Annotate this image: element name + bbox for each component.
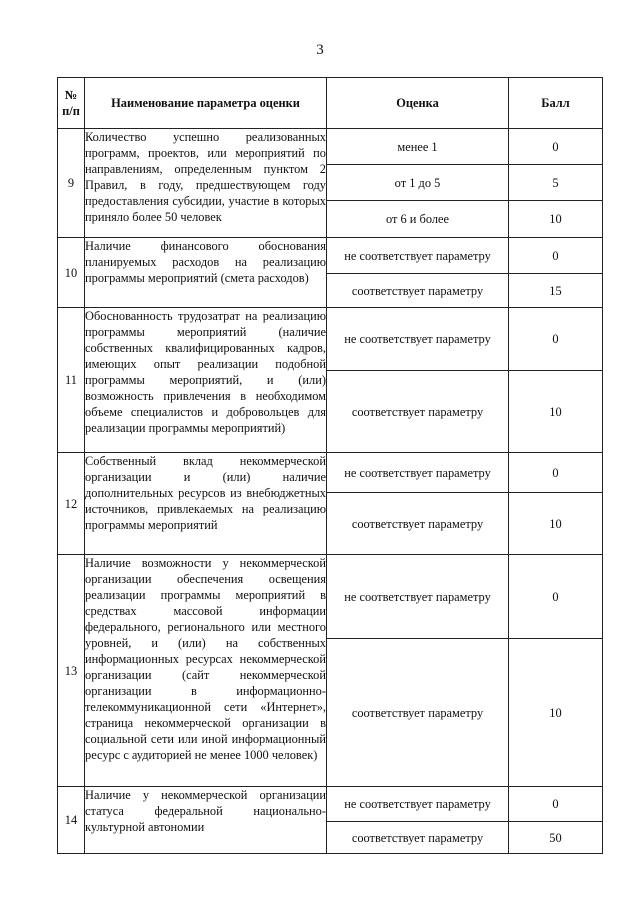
grade-cell: соответствует параметру xyxy=(327,493,509,555)
row-number: 12 xyxy=(58,453,85,555)
table-row xyxy=(58,453,603,493)
grade-cell: соответствует параметру xyxy=(327,274,509,308)
score-cell: 10 xyxy=(509,201,603,238)
grade-cell: от 1 до 5 xyxy=(327,165,509,201)
score-cell: 15 xyxy=(509,274,603,308)
score-cell: 10 xyxy=(509,371,603,453)
grade-cell: от 6 и более xyxy=(327,201,509,238)
score-cell: 0 xyxy=(509,308,603,371)
table-row xyxy=(58,308,603,371)
header-name: Наименование параметра оценки xyxy=(85,78,327,129)
grade-cell: не соответствует параметру xyxy=(327,238,509,274)
header-num xyxy=(58,78,85,129)
table-row xyxy=(58,129,603,165)
score-cell: 0 xyxy=(509,129,603,165)
page-number: 3 xyxy=(316,42,324,58)
parameter-name: Обоснованность трудозатрат на реализацию программы мероприятий (наличие собственных квалифицированных кадров, имеющих опыт реализации подобной программы мероприятий, и (или) возможность привлечения в необходимом объеме специалистов и добровольцев для реализации программы мероприятий) xyxy=(85,308,327,453)
score-cell: 10 xyxy=(509,493,603,555)
grade-cell: менее 1 xyxy=(327,129,509,165)
grade-cell: не соответствует параметру xyxy=(327,308,509,371)
table-row xyxy=(58,238,603,274)
score-cell: 5 xyxy=(509,165,603,201)
header-num-line1: № xyxy=(64,88,78,102)
parameter-name: Количество успешно реализованных программ, проектов, или мероприятий по направлениям, определенным пунктом 2 Правил, в году, предшествующем году предоставления субсидии, участие в которых приняло более 50 человек xyxy=(85,129,327,238)
table-row xyxy=(58,787,603,822)
row-number: 10 xyxy=(58,238,85,308)
header-num-line2: п/п xyxy=(62,104,80,118)
score-cell: 0 xyxy=(509,555,603,639)
grade-cell: не соответствует параметру xyxy=(327,787,509,822)
score-cell: 0 xyxy=(509,787,603,822)
table-row xyxy=(58,555,603,639)
parameter-name: Собственный вклад некоммерческой организации и (или) наличие дополнительных ресурсов из внебюджетных источников, привлекаемых на реализацию программы мероприятий xyxy=(85,453,327,555)
grade-cell: соответствует параметру xyxy=(327,371,509,453)
header-score: Балл xyxy=(509,78,603,129)
score-cell: 0 xyxy=(509,238,603,274)
score-cell: 0 xyxy=(509,453,603,493)
header-row xyxy=(58,78,603,129)
parameter-name: Наличие у некоммерческой организации статуса федеральной национально-культурной автономии xyxy=(85,787,327,854)
row-number: 11 xyxy=(58,308,85,453)
grade-cell: соответствует параметру xyxy=(327,639,509,787)
grade-cell: соответствует параметру xyxy=(327,822,509,854)
grade-cell: не соответствует параметру xyxy=(327,453,509,493)
grade-cell: не соответствует параметру xyxy=(327,555,509,639)
score-cell: 50 xyxy=(509,822,603,854)
score-cell: 10 xyxy=(509,639,603,787)
row-number: 13 xyxy=(58,555,85,787)
evaluation-criteria-table xyxy=(57,77,603,854)
row-number: 9 xyxy=(58,129,85,238)
header-grade: Оценка xyxy=(327,78,509,129)
parameter-name: Наличие возможности у некоммерческой организации обеспечения освещения реализации программы мероприятий в средствах массовой информации федерального, регионального или местного уровней, и (или) на собственных информационных ресурсах некоммерческой организации (сайт некоммерческой организации в информационно-телекоммуникационной сети «Интернет», страница некоммерческой организации в социальной сети или иной информационный ресурс с аудиторией не менее 1000 человек) xyxy=(85,555,327,787)
row-number: 14 xyxy=(58,787,85,854)
parameter-name: Наличие финансового обоснования планируемых расходов на реализацию программы мероприятий (смета расходов) xyxy=(85,238,327,308)
